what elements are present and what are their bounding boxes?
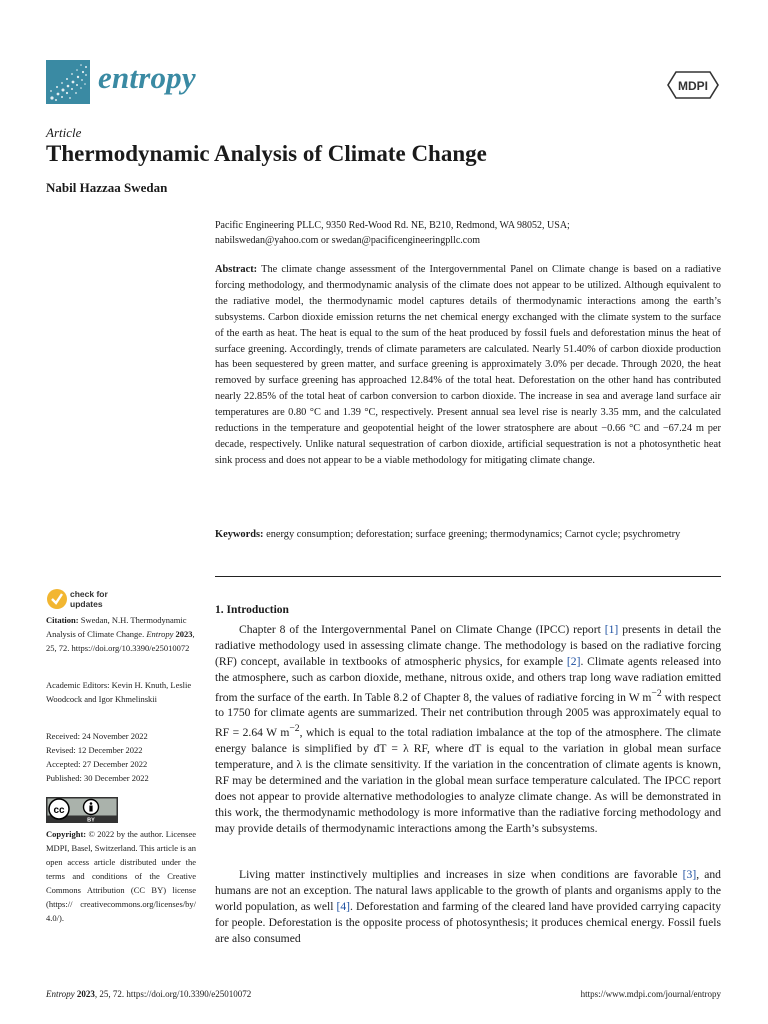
abstract — [215, 262, 721, 469]
page-title: Thermodynamic Analysis of Climate Change — [46, 141, 487, 166]
article-type: Article — [46, 125, 82, 140]
keywords — [215, 527, 721, 543]
accepted-date: Accepted: 27 December 2022 — [46, 759, 148, 769]
keywords-text: energy consumption; deforestation; surface greening; thermodynamics; Carnot cycle; psychrometry — [266, 529, 681, 540]
footer-year: 2023 — [76, 989, 95, 999]
check-updates-icon — [47, 589, 67, 609]
reference-link[interactable]: [4] — [336, 899, 351, 913]
footer-doi[interactable]: , 25, 72. https://doi.org/10.3390/e25010072 — [94, 989, 252, 999]
cc-by-text: BY — [87, 817, 95, 823]
copyright-label: Copyright: — [46, 829, 87, 839]
published-date: Published: 30 December 2022 — [46, 773, 149, 783]
revised-date: Revised: 12 December 2022 — [46, 745, 143, 755]
citation-doi-link[interactable]: https://doi.org/10.3390/e25010072 — [71, 643, 190, 653]
citation-journal: Entropy — [146, 629, 174, 639]
check-updates-line: updates — [70, 599, 103, 609]
section-divider — [215, 576, 721, 577]
citation-volume: , 25, 72. — [46, 629, 195, 653]
abstract-label: Abstract: — [215, 264, 258, 275]
copyright-text: © 2022 by the author. Licensee MDPI, Basel, Switzerland. This article is an open access article distributed under the terms and conditions of the Creative Commons Attribution (CC BY) license (https:// creativecommons.org/licenses/by/ 4.0/). — [46, 829, 196, 923]
journal-name: entropy — [98, 60, 196, 95]
citation-year: 2023 — [175, 629, 193, 639]
abstract-text: The climate change assessment of the Intergovernmental Panel on Climate change is based on a radiative forcing methodology, and thermodynamic analysis of the climate does not appear to be utilized. Although equivalent to the radiative model, the thermodynamic model captures details of thermodynamic interactions among the earth’s subsystems. Carbon dioxide emission returns the net chemical energy exchanged with the climate system to the surface of the earth as heat. The heat is equal to the sum of the heat produced by fossil fuels and deforestation minus the heat of surface greening. Accordingly, trends of climate parameters are calculated. Nearly 51.40% of carbon dioxide production has been sequestered by green matter, and surface greening is approximately 3.0% per decade. Through 2020, the heat removed by surface greening has approached 12.84% of the total heat. Deforestation on the other hand has contributed nearly 22.85% of the total heat of carbon conversion to carbon dioxide. The increase in sea and average land surface air temperatures are 0.80 °C and 1.39 °C, respectively. Present annual sea level rise is nearly 3.35 mm, and the calculated reductions in the temperature and geopotential height of the lower stratosphere are about −0.66 °C and −67.24 m per decade, respectively. Unlike natural sequestration of carbon dioxide, artificial sequestration is not a photosynthetic heat sink process and does not appear to be a viable methodology for mitigating climate change. — [215, 264, 721, 466]
reference-link[interactable]: [3] — [682, 868, 697, 881]
affiliation-email: nabilswedan@yahoo.com or swedan@pacificengineeringpllc.com — [215, 234, 480, 246]
mdpi-logo-icon — [666, 70, 720, 100]
entropy-logo-icon — [46, 60, 90, 104]
affiliation-line: Pacific Engineering PLLC, 9350 Red-Wood Rd. NE, B210, Redmond, WA 98052, USA; — [215, 220, 570, 231]
footer-citation — [46, 989, 251, 999]
reference-link[interactable]: [2] — [566, 654, 581, 668]
mdpi-logo-text: MDPI — [678, 79, 708, 93]
reference-link[interactable]: [1] — [604, 623, 619, 636]
check-updates-label[interactable] — [70, 589, 108, 609]
academic-editors: Academic Editors: Kevin H. Knuth, Leslie Woodcock and Igor Khmelinskii — [46, 680, 192, 704]
paragraph: Chapter 8 of the Intergovernmental Panel on Climate Change (IPCC) report [1] presents in detail the radiative methodology used in assessing climate change. The methodology is based on the radiative forcing (RF) concept, available in textbooks of atmospheric physics, for example [2]. Climate agents released into the atmosphere, such as carbon dioxide, methane, nitrous oxide, and others trap long wave radiation emitted from the surface of the earth. In Table 8.2 of Chapter 8, the values of radiative forcing in W $m^{-2}$ with respect to 1750 for climate agents are summarized. Their net contribution through 2005 was approximately equal to RF = 2.64 W $m^{-2}$, which is equal to the total radiation imbalance at the top of the atmosphere. The climate energy balance is simplified by dT = λ RF, where dT is equal to the variation in global mean surface temperature, and λ is the climate sensitivity. If the variation in the concentration of climate agents is known, RF may be determined and the variation in the global mean surface temperature calculated. The IPCC report does not appear to provide alternative methodologies to analyze climate change. As will be demonstrated in this work, the thermodynamic methodology is more informative than the radiative forcing methodology and may provide details of thermodynamic interactions among the Earth’s subsystems. — [215, 623, 721, 835]
keywords-label: Keywords: — [215, 529, 264, 540]
affiliation — [215, 219, 725, 248]
citation-label: Citation: — [46, 615, 79, 625]
check-updates-line: check for — [70, 589, 108, 599]
footer-journal: Entropy — [46, 989, 75, 999]
cc-by-license-icon[interactable] — [46, 797, 118, 823]
citation-block — [46, 613, 196, 655]
paragraph: Living matter instinctively multiplies and increases in size when conditions are favorable [3], and humans are not an exception. The natural laws applicable to the growth of plants and organisms apply to the world population, as well [4]. Deforestation and farming of the cleared land have provided carrying capacity for people. Deforestation is the opposite process of photosynthesis; it produces chemical energy. Fossil fuels are also consumed — [215, 868, 721, 945]
section-heading: 1. Introduction — [215, 604, 289, 616]
copyright-notice — [46, 827, 196, 925]
received-date: Received: 24 November 2022 — [46, 731, 148, 741]
footer-journal-url[interactable]: https://www.mdpi.com/journal/entropy — [580, 989, 721, 999]
citation-text: Swedan, N.H. Thermodynamic Analysis of Climate Change. — [46, 615, 187, 639]
author-name: Nabil Hazzaa Swedan — [46, 180, 168, 195]
article-dates — [46, 729, 196, 785]
svg-text:cc: cc — [53, 805, 65, 816]
